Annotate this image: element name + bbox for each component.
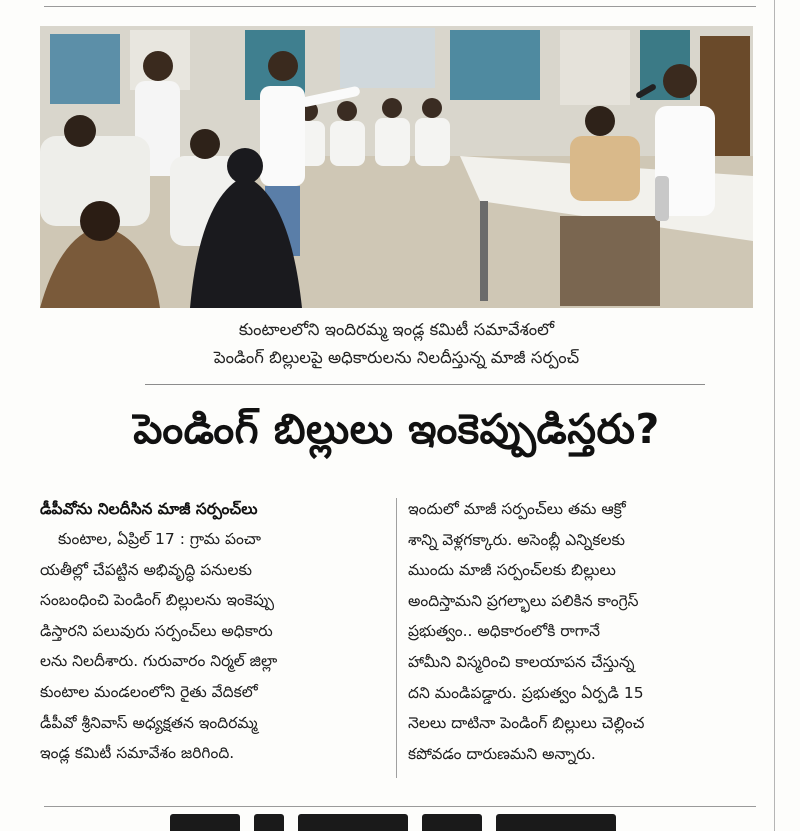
body-line: శాన్ని వెళ్లగక్కారు. అసెంబ్లీ ఎన్నికలకు bbox=[408, 530, 625, 549]
body-line: యతీల్లో చేపట్టిన అభివృద్ధి పనులకు bbox=[40, 560, 252, 579]
next-article-headline-fragment bbox=[170, 814, 640, 831]
bottom-divider bbox=[44, 806, 756, 807]
body-line: డిస్తారని పలువురు సర్పంచ్‌లు అధికారు bbox=[40, 621, 273, 640]
body-line: ప్రభుత్వం.. అధికారంలోకి రాగానే bbox=[408, 622, 600, 641]
caption-line-1: కుంటాలలోని ఇందిరమ్మ ఇండ్ల కమిటీ సమావేశంలో bbox=[238, 320, 555, 339]
subheadline: డీపీవోను నిలదీసిన మాజీ సర్పంచ్‌లు bbox=[40, 500, 258, 518]
body-line: కుంటాల, ఏప్రిల్ 17 : గ్రామ పంచా bbox=[58, 530, 261, 548]
caption-line-2: పెండింగ్ బిల్లులపై అధికారులను నిలదీస్తున్న మాజీ సర్పంచ్ bbox=[213, 348, 580, 367]
body-line: నెలలు దాటినా పెండింగ్ బిల్లులు చెల్లించ bbox=[408, 714, 645, 733]
body-line: ముందు మాజీ సర్పంచ్‌లకు బిల్లులు bbox=[408, 561, 616, 580]
column-divider bbox=[396, 498, 397, 778]
body-line: లను నిలదీశారు. గురువారం నిర్మల్ జిల్లా bbox=[40, 652, 278, 671]
news-photo bbox=[40, 26, 753, 308]
body-line: కుంటాల మండలంలోని రైతు వేదికలో bbox=[40, 682, 258, 701]
body-line: ఇందులో మాజీ సర్పంచ్‌లు తమ ఆక్రో bbox=[408, 500, 626, 518]
headline: పెండింగ్ బిల్లులు ఇంకెప్పుడిస్తరు? bbox=[133, 405, 660, 453]
body-line: హామీని విస్మరించి కాలయాపన చేస్తున్న bbox=[408, 652, 635, 671]
caption-divider bbox=[145, 384, 705, 385]
body-line: కపోవడం దారుణమని అన్నారు. bbox=[408, 744, 596, 763]
left-column bbox=[40, 494, 388, 769]
body-line: దని మండిపడ్డారు. ప్రభుత్వం ఏర్పడి 15 bbox=[408, 683, 644, 702]
right-column bbox=[408, 494, 756, 769]
body-line: అందిస్తామని ప్రగల్భాలు పలికిన కాంగ్రెస్ bbox=[408, 591, 639, 610]
photo-caption bbox=[40, 316, 753, 372]
meeting-photo-illustration bbox=[40, 26, 753, 308]
top-divider bbox=[44, 6, 756, 7]
column-edge-divider bbox=[774, 0, 775, 831]
body-line: ఇండ్ల కమిటీ సమావేశం జరిగింది. bbox=[40, 744, 235, 763]
body-line: సంబంధించి పెండింగ్ బిల్లులను ఇంకెప్పు bbox=[40, 591, 275, 610]
body-line: డీపీవో శ్రీనివాస్ అధ్యక్షతన ఇందిరమ్మ bbox=[40, 713, 258, 732]
